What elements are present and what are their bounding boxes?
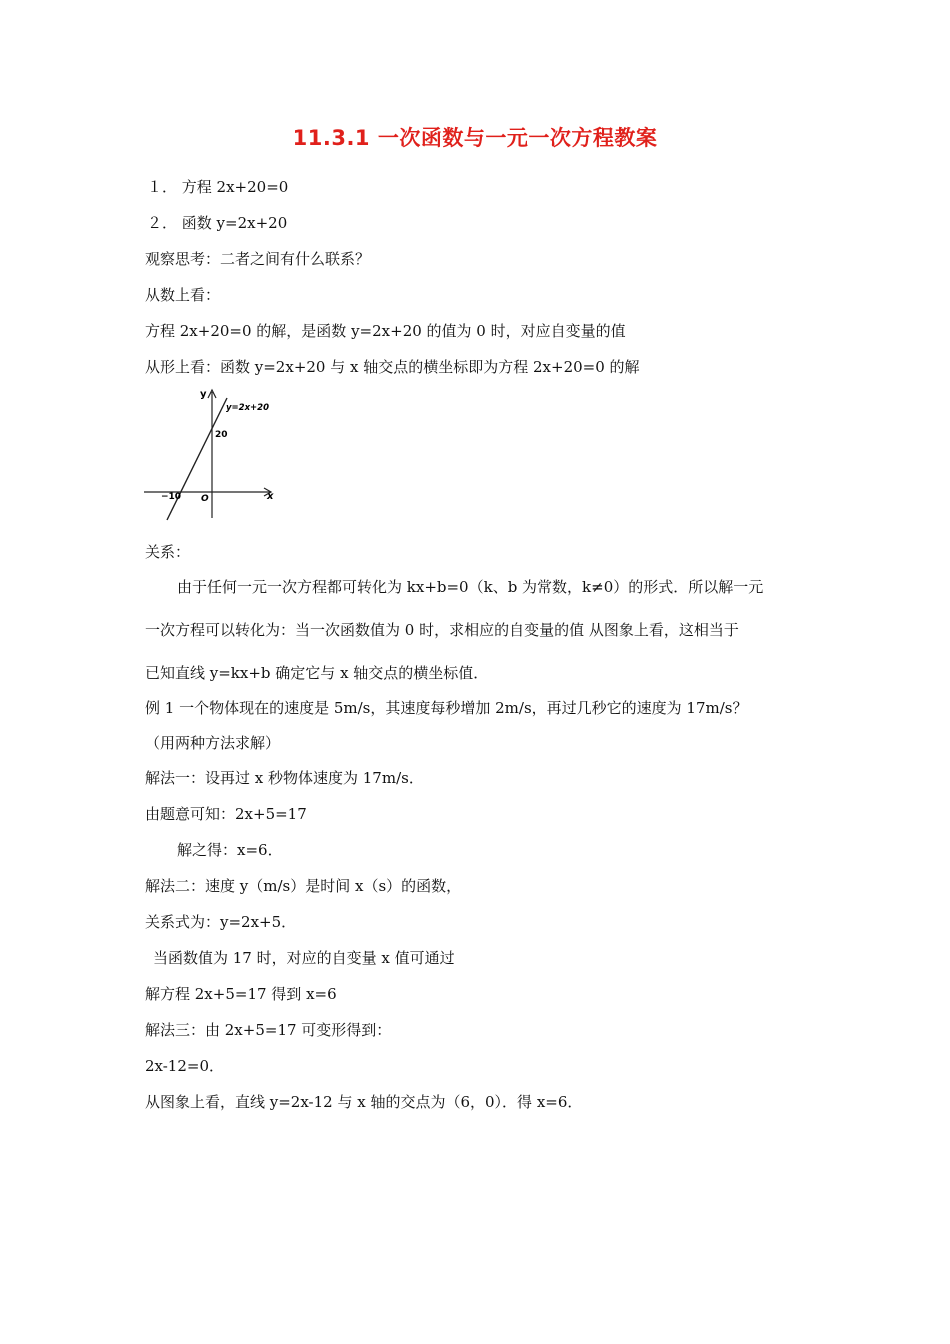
method-3-conclusion: 从图象上看，直线 y=2x-12 与 x 轴的交点为（6，0）．得 x=6． [145, 1093, 583, 1111]
example-question: 例 1 一个物体现在的速度是 5m/s，其速度每秒增加 2m/s，再过几秒它的速度为 17m/s？ [145, 699, 748, 717]
x-axis-label: x [267, 491, 274, 502]
y-intercept-label: 20 [215, 430, 228, 440]
item-equation: １． 方程 2x+20=0 [147, 178, 289, 196]
method-2-condition: 当函数值为 17 时，对应的自变量 x 值可通过 [153, 949, 455, 967]
method-3-equation: 2x-12=0． [145, 1057, 225, 1075]
line-label: y=2x+20 [226, 403, 270, 413]
method-1-setup: 解法一：设再过 x 秒物体速度为 17m/s． [145, 769, 424, 787]
method-1-equation: 由题意可知：2x+5=17 [145, 805, 307, 823]
relation-paragraph-line-1: 由于任何一元一次方程都可转化为 kx+b=0（k、b 为常数，k≠0）的形式．所以解一元 [177, 578, 764, 596]
question-line: 观察思考：二者之间有什么联系？ [145, 250, 371, 268]
relation-paragraph-line-2: 一次方程可以转化为：当一次函数值为 0 时，求相应的自变量的值 从图象上看，这相当于 [145, 621, 739, 639]
relation-heading: 关系： [145, 543, 191, 561]
graphic-view-text: 从形上看：函数 y=2x+20 与 x 轴交点的横坐标即为方程 2x+20=0 的解 [145, 358, 640, 376]
x-intercept-label: −10 [161, 492, 182, 502]
item-function: ２． 函数 y=2x+20 [147, 214, 288, 232]
origin-label: O [201, 494, 209, 504]
y-axis-label: y [200, 389, 207, 400]
method-1-solution: 解之得：x=6． [177, 841, 283, 859]
numeric-view-text: 方程 2x+20=0 的解，是函数 y=2x+20 的值为 0 时，对应自变量的值 [145, 322, 626, 340]
function-graph [142, 386, 278, 522]
document-title: 11.3.1 一次函数与一元一次方程教案 [292, 126, 658, 150]
method-3-intro: 解法三：由 2x+5=17 可变形得到： [145, 1021, 392, 1039]
relation-paragraph-line-3: 已知直线 y=kx+b 确定它与 x 轴交点的横坐标值． [145, 664, 489, 682]
method-2-solution: 解方程 2x+5=17 得到 x=6 [145, 985, 337, 1003]
method-2-relation: 关系式为：y=2x+5． [145, 913, 297, 931]
example-instruction: （用两种方法求解） [145, 734, 281, 752]
method-2-intro: 解法二：速度 y（m/s）是时间 x（s）的函数， [145, 877, 462, 895]
numeric-view-heading: 从数上看： [145, 286, 221, 304]
